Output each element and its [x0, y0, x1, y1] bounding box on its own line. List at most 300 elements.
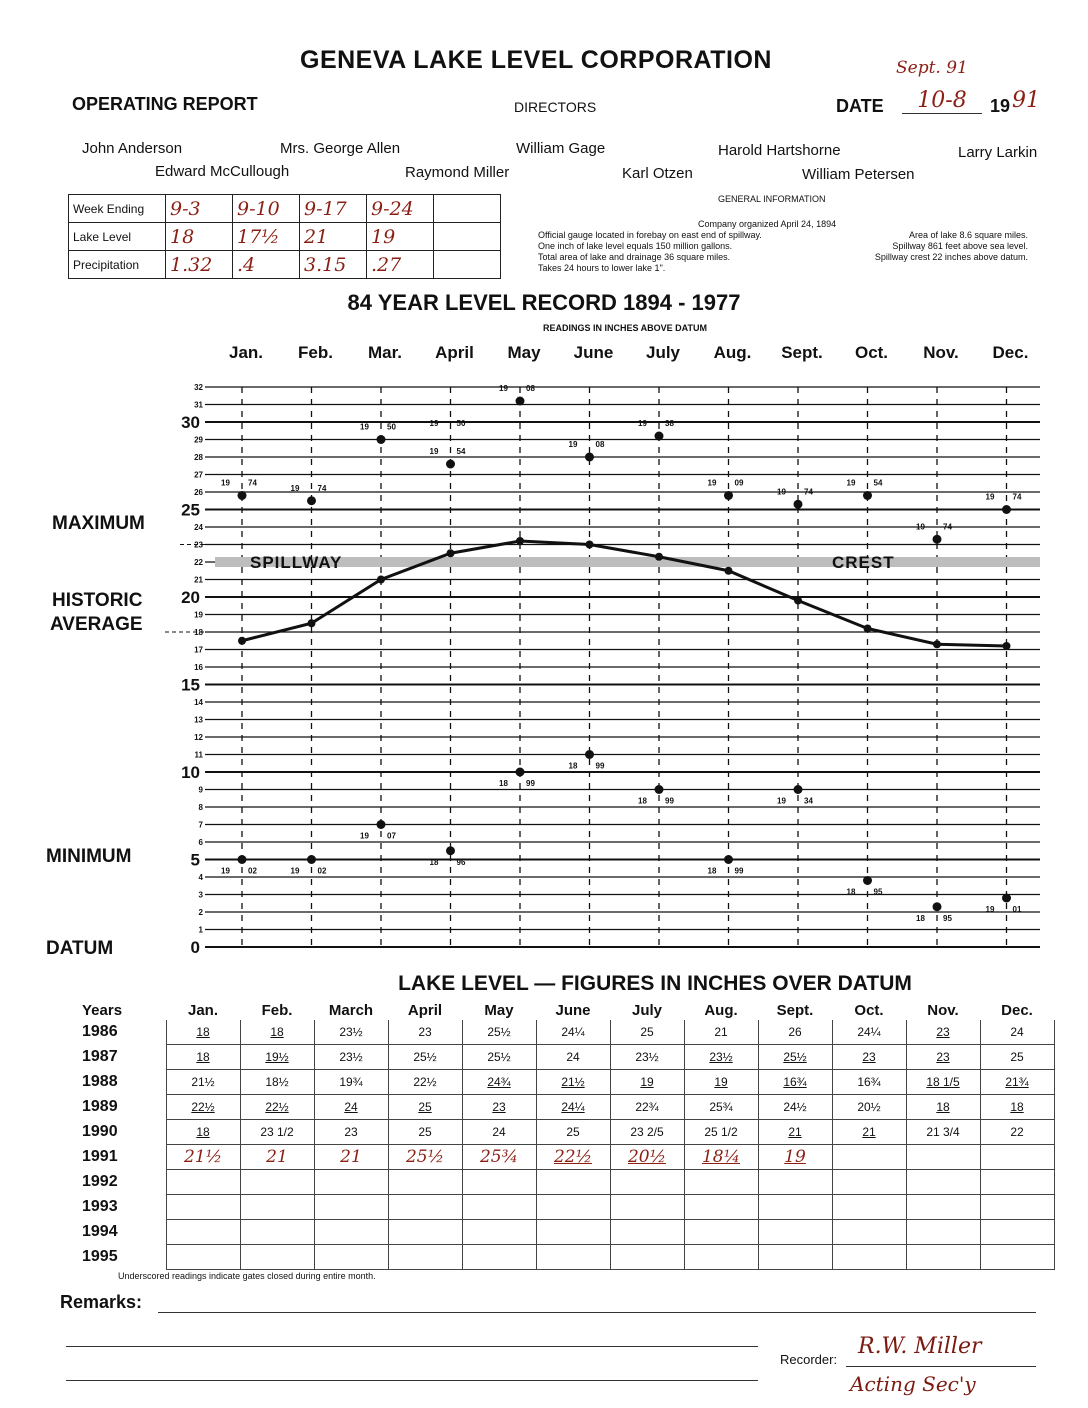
year-suffix: 91 [1012, 88, 1040, 113]
week-ending-cell: 9-10 [233, 195, 300, 223]
level-cell [906, 1220, 980, 1245]
year-label-prefix: 19 [568, 440, 578, 449]
stamp-note: Sept. 91 [896, 58, 968, 78]
y-tick-label: 20 [181, 588, 200, 607]
level-cell [758, 1120, 832, 1145]
general-info-line: Spillway crest 22 inches above datum. [874, 252, 1028, 262]
precipitation-cell: 3.15 [300, 251, 367, 279]
level-value: 24¼ [561, 1025, 585, 1039]
level-cell [684, 1145, 758, 1170]
level-cell [832, 1195, 906, 1220]
year-label-suffix: 08 [595, 440, 605, 449]
y-tick-label: 25 [181, 500, 200, 520]
level-value: 23½ [339, 1025, 363, 1039]
weekly-table [68, 194, 501, 279]
level-value: 22½ [191, 1100, 215, 1114]
minimum-point [794, 785, 803, 794]
level-value: 24½ [783, 1100, 807, 1114]
level-value: 19 [714, 1075, 728, 1089]
year-label-prefix: 18 [916, 913, 925, 923]
level-value: 22½ [413, 1075, 437, 1089]
level-cell [906, 1070, 980, 1095]
level-cell [240, 1145, 314, 1170]
level-value: 18 [270, 1025, 284, 1039]
level-cell [314, 1170, 388, 1195]
level-value: 22¾ [635, 1100, 659, 1114]
level-cell [906, 1045, 980, 1070]
level-cell [462, 1220, 536, 1245]
level-cell [980, 1045, 1054, 1070]
level-cell [240, 1045, 314, 1070]
level-cell [536, 1020, 610, 1045]
year-cell: 1989 [82, 1098, 118, 1115]
year-label-prefix: 19 [221, 866, 230, 876]
level-chart [0, 330, 1088, 970]
level-cell [980, 1120, 1054, 1145]
column-header: June [555, 1001, 591, 1019]
column-header: Aug. [704, 1001, 738, 1019]
level-cell [906, 1095, 980, 1120]
y-tick-label: 21 [194, 575, 203, 585]
level-cell [166, 1195, 240, 1220]
precipitation-cell [434, 251, 501, 279]
level-value: 24 [492, 1125, 506, 1139]
level-cell [758, 1095, 832, 1120]
average-point [725, 567, 733, 575]
maximum-point [863, 491, 872, 500]
level-cell [388, 1045, 462, 1070]
year-label-suffix: 99 [526, 779, 535, 788]
year-cell: 1994 [82, 1223, 118, 1240]
level-cell [536, 1170, 610, 1195]
table-row [58, 1070, 1054, 1095]
level-cell [610, 1045, 684, 1070]
y-tick-label: 9 [198, 785, 203, 795]
level-cell [610, 1195, 684, 1220]
precipitation-cell: .4 [233, 251, 300, 279]
y-tick-label: 26 [194, 488, 203, 497]
general-info-line: Area of lake 8.6 square miles. [908, 230, 1028, 240]
table-row [58, 1020, 1054, 1045]
y-tick-label: 13 [194, 715, 203, 725]
level-cell [610, 1170, 684, 1195]
level-value: 24 [566, 1050, 580, 1064]
level-cell [832, 1045, 906, 1070]
general-info-line: Spillway 861 feet above sea level. [892, 241, 1028, 251]
level-value: 23½ [709, 1050, 733, 1064]
level-value: 22½ [553, 1147, 593, 1167]
year-label-suffix: 74 [317, 483, 327, 493]
year-label-prefix: 19 [221, 478, 230, 488]
level-value: 18 [196, 1025, 210, 1039]
level-cell [314, 1145, 388, 1170]
x-tick-label: Aug. [713, 343, 752, 362]
level-cell [314, 1120, 388, 1145]
remarks-label: Remarks: [60, 1292, 143, 1312]
year-label-suffix: 07 [387, 831, 396, 841]
level-cell [388, 1145, 462, 1170]
level-cell [536, 1145, 610, 1170]
row-label: Lake Level [69, 223, 166, 251]
lake-level-cell: 21 [300, 223, 367, 251]
level-value: 26 [788, 1025, 802, 1039]
general-info-heading: GENERAL INFORMATION [718, 194, 826, 204]
level-cell [314, 1070, 388, 1095]
level-value: 25½ [783, 1050, 807, 1064]
year-label-suffix: 74 [943, 522, 952, 532]
level-value: 21½ [561, 1075, 585, 1089]
level-value: 18 1/5 [926, 1075, 960, 1089]
level-cell [906, 1170, 980, 1195]
level-cell [980, 1170, 1054, 1195]
y-tick-label: 10 [181, 763, 200, 782]
level-value: 23 2/5 [630, 1125, 664, 1139]
year-label-suffix: 95 [943, 913, 952, 923]
level-cell [166, 1145, 240, 1170]
year-cell: 1988 [82, 1073, 118, 1090]
level-value: 21 [788, 1125, 802, 1139]
year-label-prefix: 19 [499, 384, 508, 393]
column-header: Jan. [187, 1001, 218, 1019]
year-label-prefix: 18 [707, 866, 717, 876]
level-value: 19¾ [339, 1075, 363, 1089]
level-cell [980, 1195, 1054, 1220]
y-tick-label: 24 [194, 523, 203, 532]
historic-label: HISTORIC [52, 590, 143, 611]
lake-level-cell: 17½ [233, 223, 300, 251]
level-cell [314, 1095, 388, 1120]
level-cell [462, 1020, 536, 1045]
level-cell [980, 1095, 1054, 1120]
level-cell [462, 1245, 536, 1270]
minimum-point [307, 855, 316, 864]
average-point [238, 637, 246, 645]
recorder-label: Recorder: [780, 1352, 838, 1367]
year-prefix: 19 [990, 96, 1011, 116]
maximum-point [516, 397, 525, 406]
level-value: 21 [340, 1147, 362, 1167]
level-cell [610, 1070, 684, 1095]
maximum-label: MAXIMUM [52, 513, 145, 534]
year-label-suffix: 74 [804, 487, 813, 497]
level-value: 21 3/4 [926, 1125, 960, 1139]
lake-level-table [58, 1000, 1055, 1270]
year-label-prefix: 19 [777, 796, 786, 806]
level-value: 22½ [265, 1100, 289, 1114]
level-cell [388, 1195, 462, 1220]
year-label-suffix: 95 [873, 887, 883, 897]
table-row [58, 1120, 1054, 1145]
table-row [58, 1170, 1054, 1195]
year-label-suffix: 54 [873, 478, 883, 488]
week-ending-row [69, 195, 501, 223]
minimum-point [933, 902, 942, 911]
level-cell [388, 1120, 462, 1145]
x-tick-label: Sept. [781, 343, 823, 362]
level-cell [832, 1170, 906, 1195]
year-label-suffix: 08 [526, 384, 535, 393]
level-cell [314, 1020, 388, 1045]
level-value: 16¾ [783, 1075, 807, 1089]
y-tick-label: 5 [190, 850, 200, 870]
maximum-point [238, 491, 247, 500]
average-point [794, 597, 802, 605]
level-cell [314, 1045, 388, 1070]
average-label: AVERAGE [50, 614, 143, 635]
column-header: May [484, 1001, 514, 1019]
level-cell [906, 1195, 980, 1220]
level-value: 25 1/2 [704, 1125, 738, 1139]
level-cell [610, 1245, 684, 1270]
y-tick-label: 15 [181, 675, 200, 695]
level-cell [388, 1170, 462, 1195]
level-cell [388, 1245, 462, 1270]
report-label: OPERATING REPORT [72, 94, 258, 114]
year-label-suffix: 74 [1012, 492, 1022, 502]
y-tick-label: 4 [198, 873, 203, 882]
level-value: 18 [936, 1100, 950, 1114]
year-cell: 1992 [82, 1173, 118, 1190]
precipitation-cell: .27 [367, 251, 434, 279]
table-header-row [58, 1000, 1054, 1020]
maximum-point [1002, 505, 1011, 514]
year-cell: 1990 [82, 1123, 118, 1140]
x-tick-label: April [435, 343, 474, 362]
year-label-prefix: 19 [846, 478, 856, 488]
director-name: Harold Hartshorne [718, 142, 841, 159]
y-tick-label: 12 [194, 733, 203, 742]
year-label-suffix: 99 [665, 796, 674, 806]
y-tick-label: 23 [194, 540, 203, 550]
level-cell [758, 1070, 832, 1095]
y-tick-label: 0 [190, 938, 200, 957]
level-cell [462, 1195, 536, 1220]
year-cell: 1995 [82, 1248, 118, 1265]
x-tick-label: Dec. [992, 343, 1029, 362]
recorder-line [846, 1366, 1036, 1367]
column-header: Dec. [1001, 1001, 1033, 1019]
table-row [58, 1095, 1054, 1120]
y-tick-label: 16 [194, 663, 203, 672]
level-cell [166, 1170, 240, 1195]
year-cell: 1986 [82, 1023, 118, 1041]
level-cell [462, 1070, 536, 1095]
year-label-suffix: 99 [595, 761, 605, 771]
remarks-line [158, 1312, 1036, 1313]
level-cell [536, 1095, 610, 1120]
level-cell [610, 1020, 684, 1045]
column-header: Nov. [927, 1001, 959, 1019]
level-value: 21½ [191, 1075, 215, 1089]
x-tick-label: Feb. [298, 343, 333, 362]
level-value: 23½ [339, 1050, 363, 1064]
recorder-signature: R.W. Miller [858, 1334, 982, 1359]
date-label: DATE [836, 96, 884, 116]
average-point [933, 640, 941, 648]
table-row [58, 1045, 1054, 1070]
maximum-point [446, 460, 455, 469]
level-value: 20½ [857, 1100, 881, 1114]
year-label-suffix: 02 [248, 866, 257, 876]
level-cell [980, 1220, 1054, 1245]
level-cell [314, 1220, 388, 1245]
level-value: 21 [266, 1147, 288, 1167]
y-tick-label: 18 [194, 628, 203, 637]
level-cell [832, 1120, 906, 1145]
y-tick-label: 30 [181, 413, 200, 432]
year-label-prefix: 19 [429, 419, 439, 428]
level-cell [240, 1245, 314, 1270]
y-tick-label: 1 [198, 925, 203, 935]
level-value: 21¾ [1005, 1075, 1029, 1089]
year-label-suffix: 99 [734, 866, 744, 876]
level-value: 25½ [413, 1050, 437, 1064]
level-value: 20½ [627, 1147, 667, 1167]
level-value: 19 [784, 1147, 806, 1167]
minimum-point [655, 785, 664, 794]
level-cell [462, 1045, 536, 1070]
level-value: 23 1/2 [260, 1125, 294, 1139]
level-cell [758, 1045, 832, 1070]
level-cell [832, 1245, 906, 1270]
level-value: 19 [640, 1075, 654, 1089]
level-value: 18 [1010, 1100, 1024, 1114]
y-tick-label: 14 [194, 698, 203, 707]
level-cell [388, 1070, 462, 1095]
level-cell [240, 1070, 314, 1095]
column-header: Years [82, 1001, 123, 1019]
column-header: April [407, 1001, 443, 1019]
level-value: 25½ [487, 1025, 511, 1039]
chart-subtitle: READINGS IN INCHES ABOVE DATUM [542, 323, 707, 333]
maximum-point [933, 535, 942, 544]
year-label-prefix: 19 [638, 419, 647, 428]
year-cell: 1987 [82, 1048, 118, 1065]
level-cell [758, 1170, 832, 1195]
table-row [58, 1245, 1054, 1270]
level-value: 24¾ [487, 1075, 511, 1089]
level-cell [536, 1070, 610, 1095]
level-value: 18 [196, 1125, 210, 1139]
level-cell [314, 1195, 388, 1220]
y-tick-label: 2 [198, 908, 203, 917]
level-value: 23 [344, 1125, 358, 1139]
y-tick-label: 28 [194, 453, 203, 462]
year-label-suffix: 34 [804, 796, 813, 806]
x-tick-label: Oct. [854, 343, 889, 362]
level-cell [240, 1195, 314, 1220]
level-cell [684, 1245, 758, 1270]
level-cell [314, 1245, 388, 1270]
level-value: 25½ [405, 1147, 445, 1167]
general-info-line: Official gauge located in forebay on east end of spillway. [538, 230, 762, 240]
level-cell [166, 1070, 240, 1095]
level-cell [980, 1070, 1054, 1095]
level-cell [758, 1145, 832, 1170]
y-tick-label: 11 [194, 750, 203, 760]
lake-level-cell [434, 223, 501, 251]
remarks-line [66, 1380, 758, 1381]
year-label-prefix: 19 [290, 483, 300, 493]
level-value: 25 [1010, 1050, 1024, 1064]
week-ending-cell: 9-17 [300, 195, 367, 223]
recorder-title: Acting Sec'y [850, 1372, 976, 1396]
level-cell [832, 1070, 906, 1095]
year-label-suffix: 02 [317, 866, 327, 876]
year-label-suffix: 74 [248, 478, 257, 488]
level-cell [906, 1120, 980, 1145]
director-name: William Gage [516, 140, 606, 157]
y-tick-label: 29 [194, 435, 203, 445]
date-value: 10-8 [902, 88, 982, 114]
minimum-point [863, 876, 872, 885]
year-label-prefix: 19 [777, 487, 786, 497]
level-cell [684, 1170, 758, 1195]
y-tick-label: 27 [194, 470, 203, 480]
level-cell [166, 1095, 240, 1120]
level-cell [240, 1120, 314, 1145]
level-cell [684, 1220, 758, 1245]
level-cell [240, 1220, 314, 1245]
year-label-prefix: 19 [429, 447, 439, 456]
year-label-prefix: 18 [846, 887, 856, 897]
x-tick-label: May [507, 343, 541, 362]
week-ending-cell: 9-3 [166, 195, 233, 223]
precipitation-row [69, 251, 501, 279]
lake-level-row [69, 223, 501, 251]
level-cell [906, 1245, 980, 1270]
level-cell [684, 1095, 758, 1120]
level-value: 16¾ [857, 1075, 881, 1089]
level-cell [536, 1045, 610, 1070]
average-point [377, 576, 385, 584]
level-value: 24¼ [561, 1100, 585, 1114]
level-value: 18¼ [701, 1147, 741, 1167]
level-cell [166, 1220, 240, 1245]
average-point [447, 549, 455, 557]
level-cell [462, 1170, 536, 1195]
week-ending-cell [434, 195, 501, 223]
lake-level-cell: 18 [166, 223, 233, 251]
minimum-point [724, 855, 733, 864]
year-label-prefix: 18 [499, 779, 508, 788]
level-cell [832, 1220, 906, 1245]
level-value: 25¾ [479, 1147, 519, 1167]
level-value: 25 [418, 1125, 432, 1139]
table-row [58, 1195, 1054, 1220]
level-value: 19½ [265, 1050, 289, 1064]
minimum-point [585, 750, 594, 759]
level-cell [536, 1245, 610, 1270]
level-cell [758, 1195, 832, 1220]
year-cell: 1993 [82, 1198, 118, 1215]
general-info-line: Company organized April 24, 1894 [698, 219, 837, 229]
level-cell [610, 1145, 684, 1170]
row-label: Week Ending [69, 195, 166, 223]
column-header: Sept. [776, 1001, 814, 1019]
maximum-point [585, 453, 594, 462]
level-value: 23½ [635, 1050, 659, 1064]
level-value: 23 [936, 1050, 950, 1064]
year-label-prefix: 18 [568, 761, 578, 771]
y-tick-label: 17 [194, 645, 203, 655]
level-value: 24 [1010, 1025, 1024, 1039]
level-value: 25 [418, 1100, 432, 1114]
minimum-point [1002, 894, 1011, 903]
level-cell [536, 1220, 610, 1245]
y-tick-label: 6 [198, 838, 203, 847]
y-tick-label: 7 [198, 820, 203, 830]
